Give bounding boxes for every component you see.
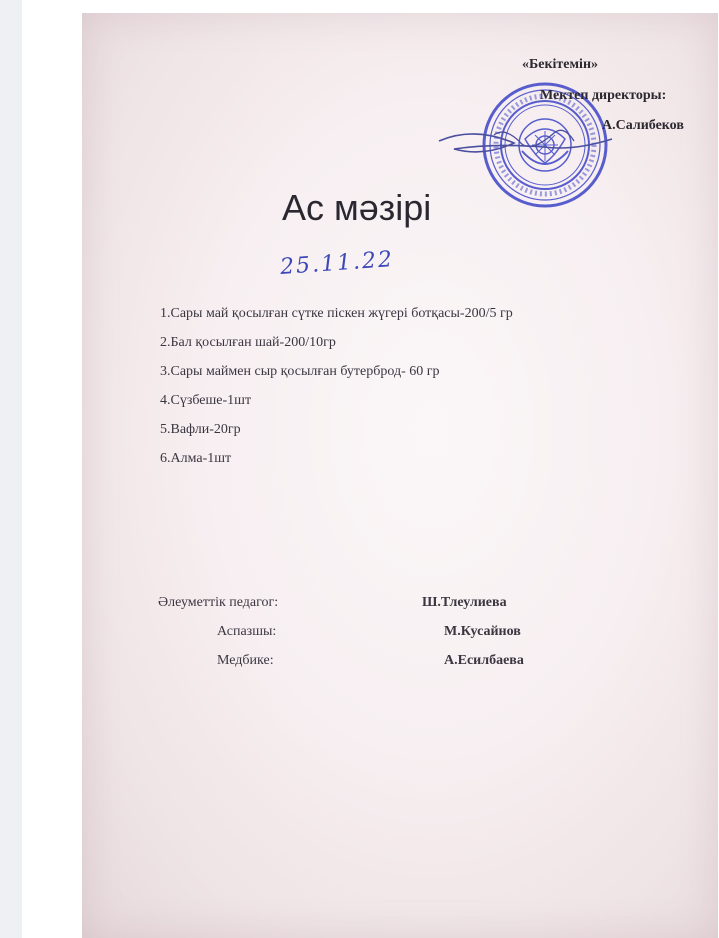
signatory-role: Әлеуметтік педагог: (158, 595, 279, 610)
side-strip (0, 0, 22, 938)
signatory-name: Ш.Тлеулиева (422, 595, 507, 610)
menu-item: 5.Вафли-20гр (160, 422, 241, 437)
signatory-name: А.Есилбаева (444, 653, 524, 668)
signatory-role: Аспазшы: (217, 624, 277, 639)
page-title: Ас мәзірі (282, 187, 432, 228)
director-signature (434, 121, 614, 171)
menu-item: 3.Сары маймен сыр қосылған бутерброд- 60 гр (160, 364, 440, 379)
approval-position: Мектеп директоры: (540, 88, 667, 103)
handwritten-date: 25.11.22 (279, 247, 395, 280)
menu-item: 6.Алма-1шт (160, 451, 232, 466)
menu-item: 1.Сары май қосылған сүтке піскен жүгері ботқасы-200/5 гр (160, 306, 513, 321)
menu-list (160, 305, 513, 479)
image-viewer-canvas (22, 0, 719, 938)
signatory-role: Медбике: (217, 653, 274, 668)
menu-item: 2.Бал қосылған шай-200/10гр (160, 335, 336, 350)
approval-name: А.Салибеков (602, 118, 684, 133)
menu-item: 4.Сүзбеше-1шт (160, 393, 252, 408)
approval-heading: «Бекітемін» (522, 57, 599, 72)
signatory-name: М.Кусайнов (444, 624, 521, 639)
document-page (82, 13, 718, 938)
